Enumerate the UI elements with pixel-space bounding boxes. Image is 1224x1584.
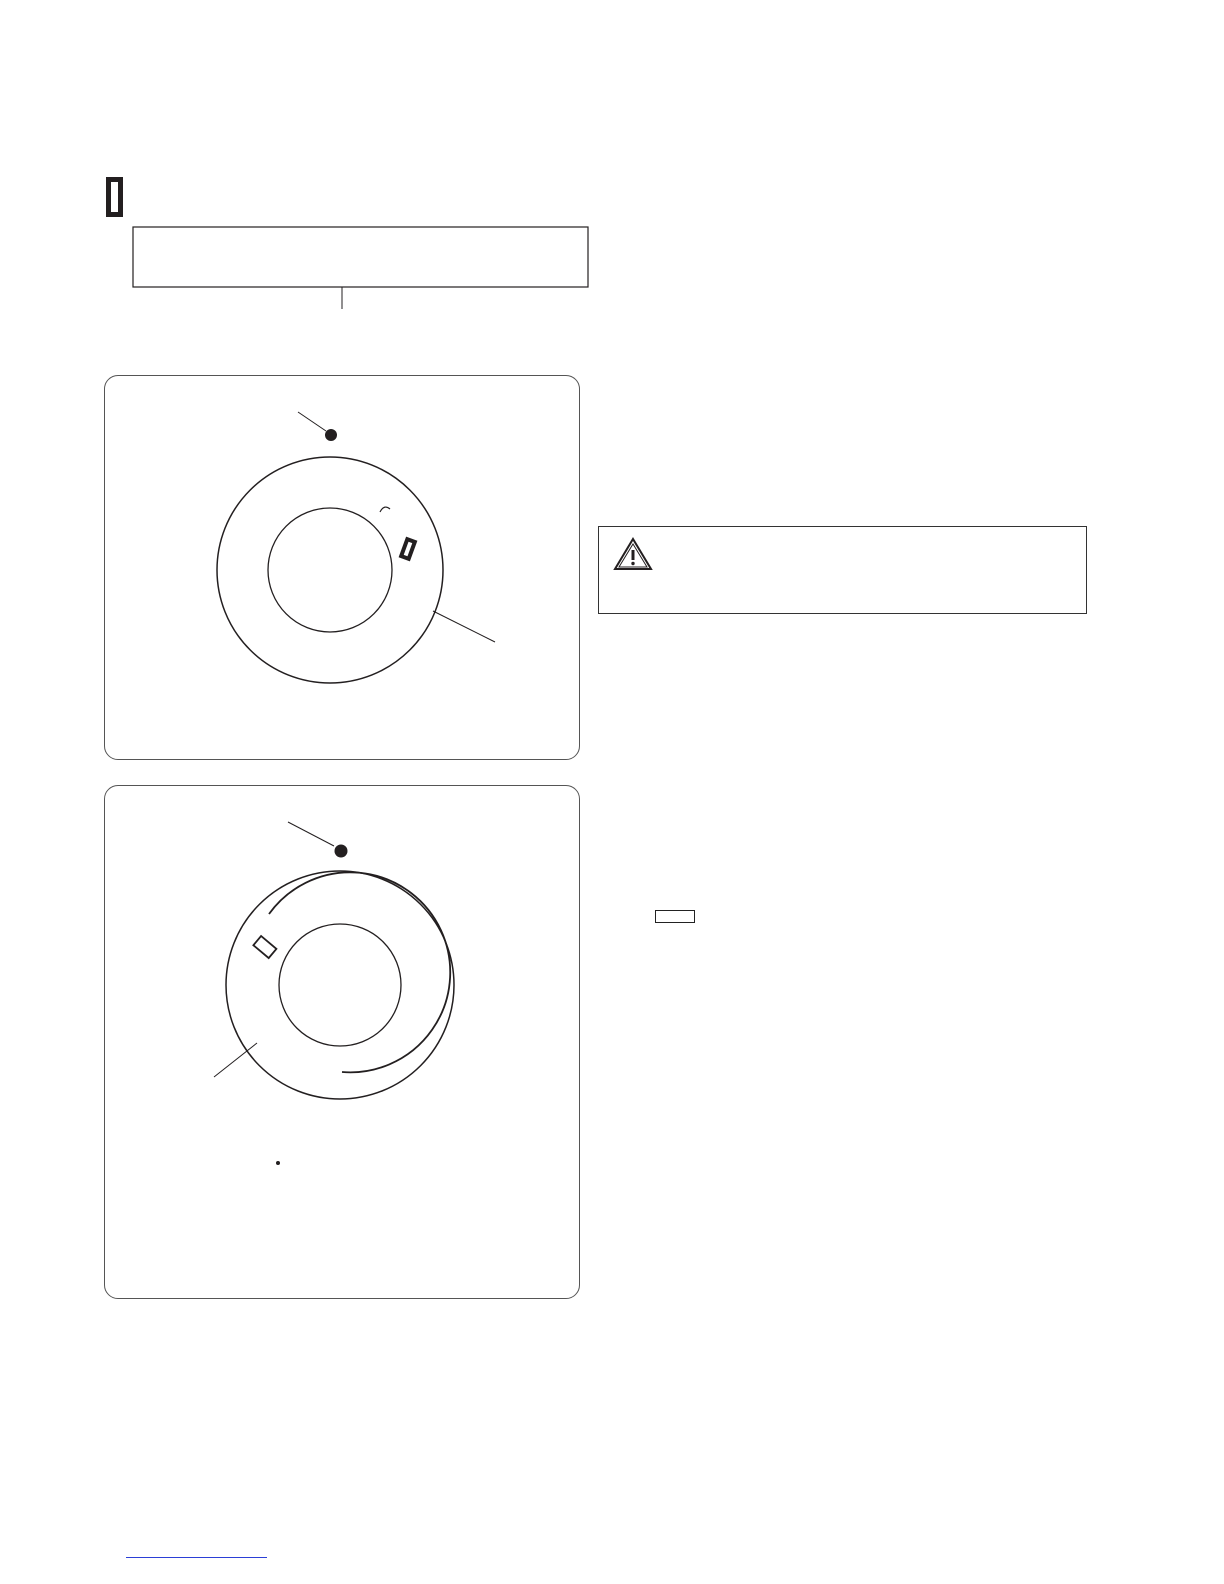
footer-link-underline: [126, 1557, 267, 1558]
buttonhole-rect-symbol: [655, 910, 695, 923]
pattern-selector-dial: [104, 375, 580, 760]
length-dial-leader-line: [214, 1043, 257, 1077]
stitch-pattern-chart: [0, 0, 1224, 330]
length-dial-knob[interactable]: [226, 871, 454, 1099]
pattern-dial-knob[interactable]: [217, 457, 443, 683]
setting-mark-leader: [298, 412, 326, 431]
warning-triangle-icon: [613, 537, 653, 571]
stitch-length-zero-dot: [276, 1161, 280, 1165]
length-setting-mark-leader: [288, 822, 334, 846]
stitch-length-dial: [104, 785, 580, 1299]
length-setting-mark-dot: [335, 845, 348, 858]
warning-box: [598, 526, 1087, 614]
setting-mark-dot: [325, 429, 337, 441]
dial-leader-line: [433, 611, 495, 642]
stretch-stitch-box: [133, 227, 588, 287]
